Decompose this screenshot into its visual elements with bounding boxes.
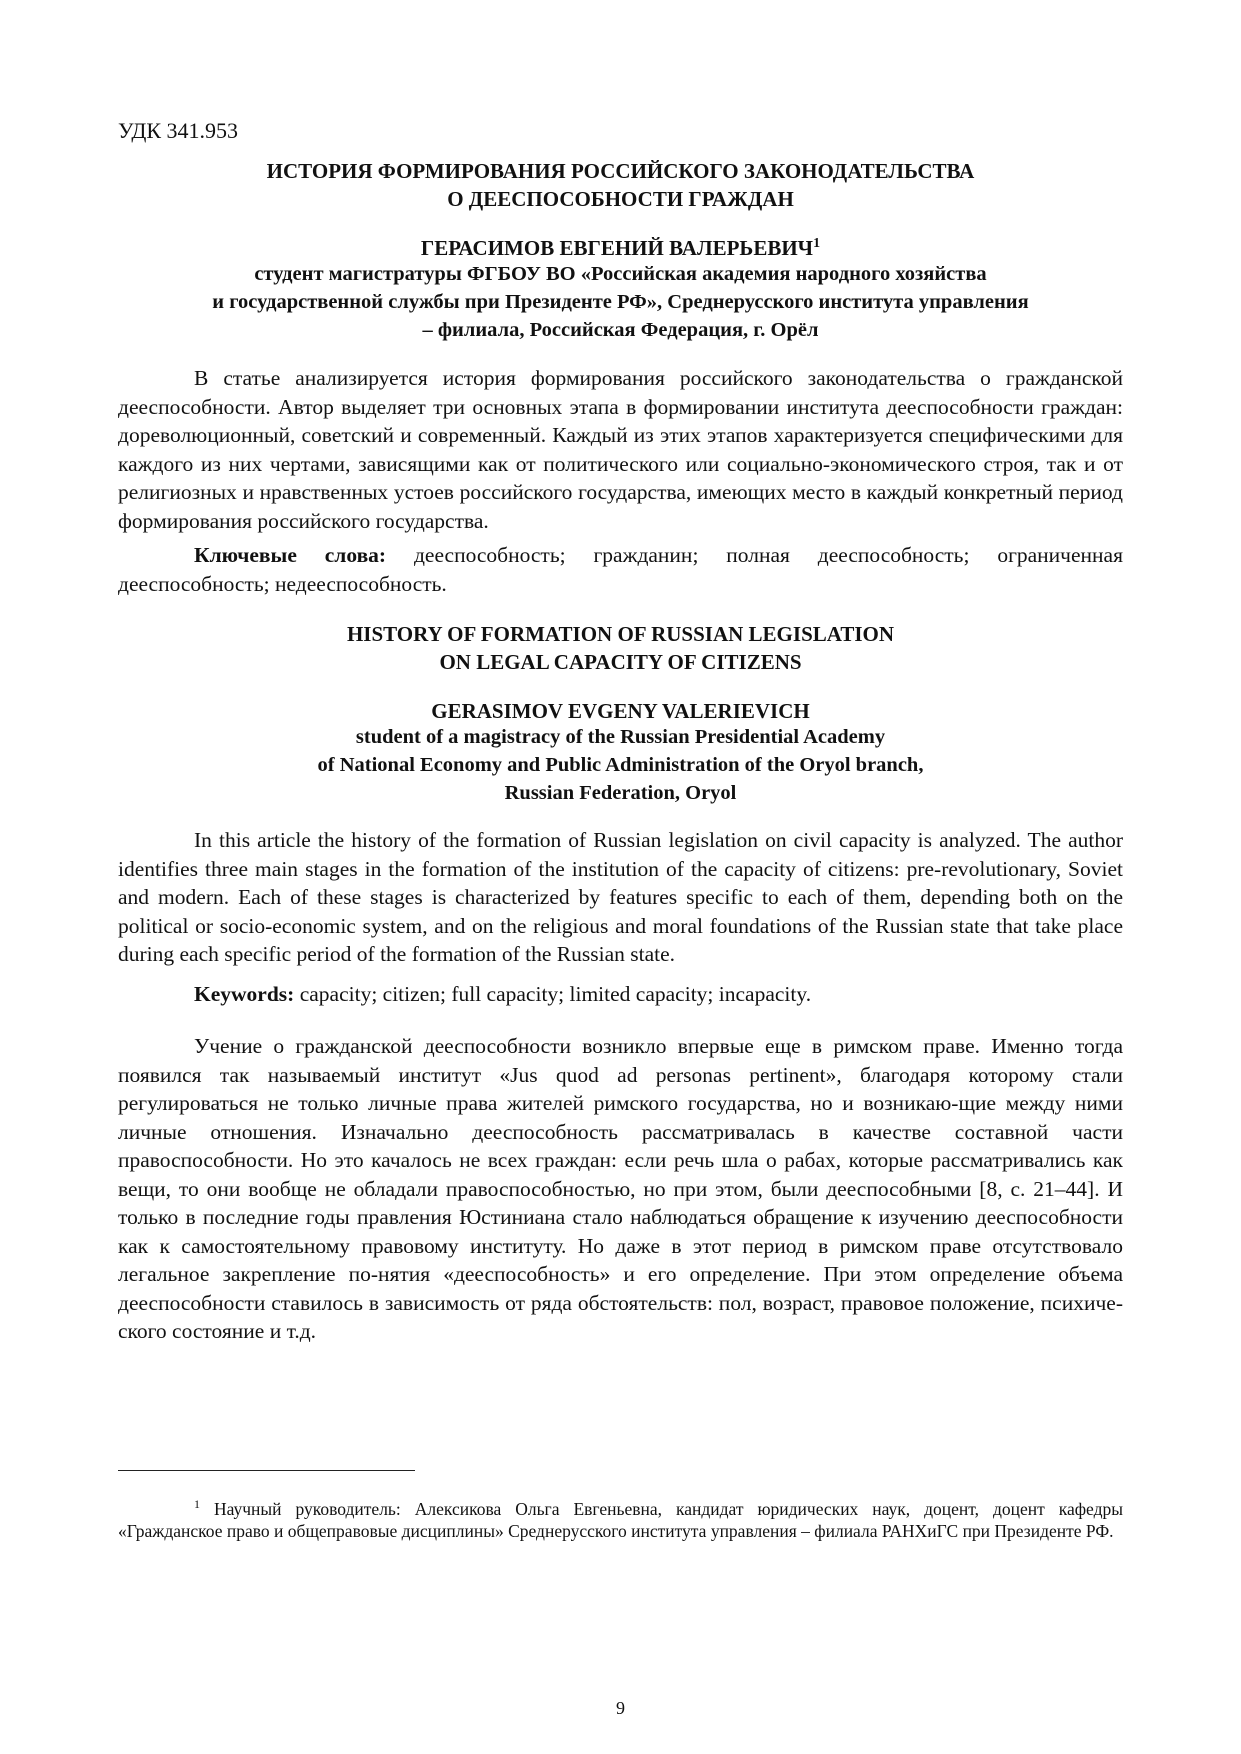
ru-affiliation-line: студент магистратуры ФГБОУ ВО «Российская академия народного хозяйства [254, 263, 987, 285]
en-affiliation [118, 723, 1123, 807]
en-title-line: HISTORY OF FORMATION OF RUSSIAN LEGISLATION [346, 622, 895, 646]
footnote-number: 1 [194, 1497, 200, 1511]
ru-title [118, 157, 1123, 213]
ru-title-line: ИСТОРИЯ ФОРМИРОВАНИЯ РОССИЙСКОГО ЗАКОНОДАТЕЛЬСТВА [266, 159, 975, 183]
en-author [118, 697, 1123, 725]
ru-keywords-text: дееспособность; гражданин; полная дееспособность; ограниченная дееспособность; недееспособность. [118, 543, 1123, 596]
footnote-text: Научный руководитель: Алексикова Ольга Евгеньевна, кандидат юридических наук, доцент, доцент кафедры «Гражданское право и общеправовые дисциплины» Среднерусского института управления – филиала РАНХиГС при Президенте РФ. [118, 1498, 1123, 1541]
en-abstract: In this article the history of the formation of Russian legislation on civil capacity is analyzed. The author identifies three main stages in the formation of the institution of the capacity of citizens: pre-revolutionary, Soviet and modern. Each of these stages is characterized by features specific to each of them, depending both on the political or socio-economic system, and on the religious and moral foundations of the Russian state that take place during each specific period of the formation of the Russian state. [118, 828, 1123, 966]
en-affiliation-line: of National Economy and Public Administration of the Oryol branch, [317, 754, 924, 776]
ru-keywords [118, 541, 1123, 598]
ru-abstract: В статье анализируется история формирования российского законодательства о гражданской дееспособности. Автор выделяет три основных этапа в формировании института дееспособности граждан: дореволюционный, советский и современный. Каждый из этих этапов характеризуется специфическими для каждого из них чертами, зависящими как от политического или социально-экономического строя, так и от религиозных и нравственных устоев российского государства, имеющих место в каждый конкретный период формирования российского государства. [118, 366, 1123, 533]
footnote-divider [118, 1470, 415, 1471]
body-paragraph: Учение о гражданской дееспособности возникло впервые еще в римском праве. Именно тогда появился так называемый институт «Jus quod ad personas pertinent», благодаря которому стали регулироваться не только личные права жителей римского государства, но и возникаю-щие между ними личные отношения. Изначально дееспособность рассматривалась в качестве составной части правоспособности. Но это качалось не всех граждан: если речь шла о рабах, которые рассматривались как вещи, то они вообще не обладали правоспособностью, но при этом, были дееспособными [8, с. 21–44]. И только в последние годы правления Юстиниана стало наблюдаться обращение к изучению дееспособности как к самостоятельному правовому институту. Но даже в этот период в римском праве отсутствовало легальное закрепление по-нятия «дееспособность» и его определение. При этом определение объема дееспособности ставилось в зависимость от ряда обстоятельств: пол, возраст, правовое положение, психиче-ского состояние и т.д. [118, 1034, 1123, 1343]
ru-affiliation-line: и государственной службы при Президенте РФ», Среднерусского института управления [212, 291, 1029, 313]
ru-affiliation-line: – филиала, Российская Федерация, г. Орёл [422, 319, 819, 341]
en-author-name: GERASIMOV EVGENY VALERIEVICH [431, 699, 810, 723]
udc-code: УДК 341.953 [118, 118, 239, 143]
en-title-line: ON LEGAL CAPACITY OF CITIZENS [439, 650, 802, 674]
en-keywords [118, 980, 1123, 1009]
ru-keywords-label: Ключевые слова: [194, 543, 387, 567]
ru-author [118, 234, 1123, 262]
en-title [118, 620, 1123, 676]
footnote-mark: 1 [813, 236, 821, 251]
en-affiliation-line: student of a magistracy of the Russian Presidential Academy [355, 726, 886, 748]
ru-affiliation [118, 260, 1123, 344]
page-number: 9 [616, 1698, 625, 1718]
en-affiliation-line: Russian Federation, Oryol [504, 782, 737, 804]
ru-title-line: О ДЕЕСПОСОБНОСТИ ГРАЖДАН [447, 187, 794, 211]
en-keywords-text: capacity; citizen; full capacity; limited capacity; incapacity. [294, 982, 812, 1006]
en-keywords-label: Keywords: [194, 982, 295, 1006]
ru-author-name: ГЕРАСИМОВ ЕВГЕНИЙ ВАЛЕРЬЕВИЧ [420, 236, 814, 260]
footnote [118, 1493, 1123, 1542]
